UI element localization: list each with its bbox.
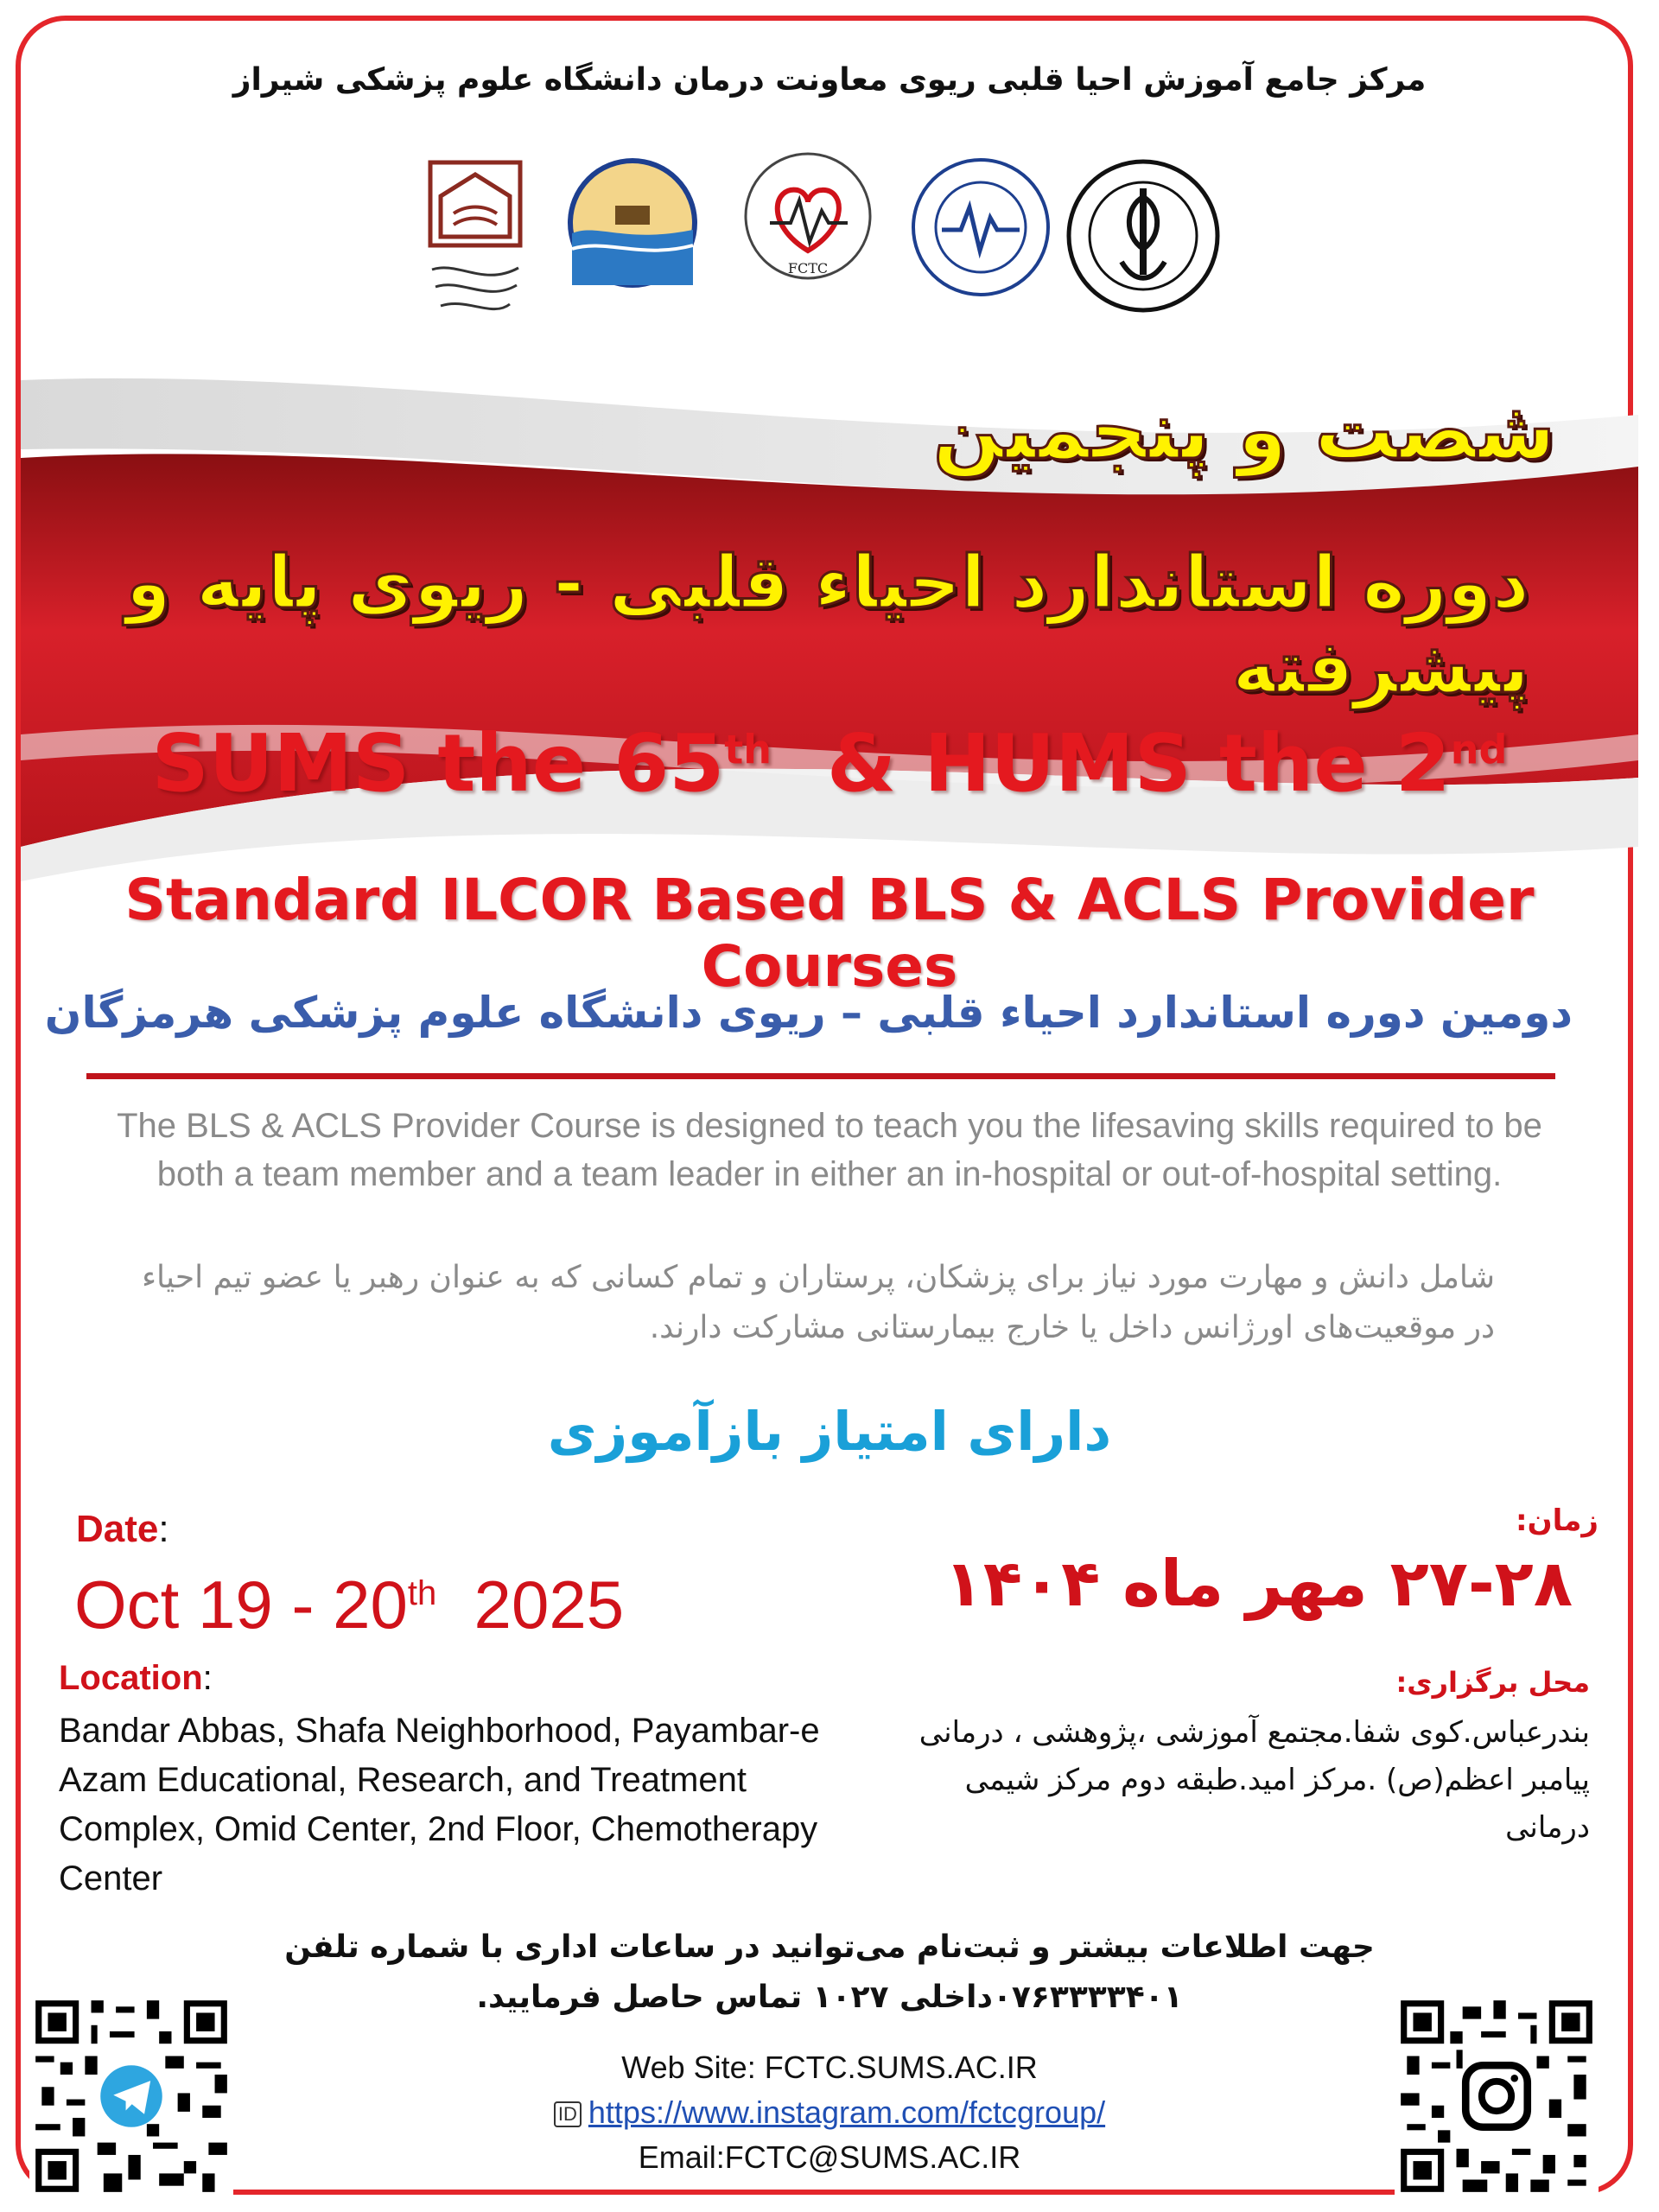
persian-subtitle: دومین دوره استاندارد احیاء قلبی – ریوی دانشگاه علوم پزشکی هرمزگان <box>44 988 1573 1038</box>
qr-code-telegram[interactable] <box>29 1994 233 2198</box>
location-label: Location: <box>59 1659 213 1697</box>
website-link[interactable]: Web Site: FCTC.SUMS.AC.IR <box>621 2050 1038 2085</box>
instagram-link[interactable]: ID https://www.instagram.com/fctcgroup/ <box>0 2094 1659 2131</box>
cme-note: دارای امتیاز بازآموزی <box>547 1400 1112 1463</box>
persian-title-ordinal: شصت و پنجمین <box>932 385 1555 477</box>
book-building-logo <box>423 157 527 330</box>
email-link[interactable]: Email:FCTC@SUMS.AC.IR <box>638 2139 1021 2175</box>
heart-ecg-icon <box>739 147 877 285</box>
id-icon: ID <box>554 2101 582 2127</box>
english-title-line2: Standard ILCOR Based BLS & ACLS Provider Courses <box>124 867 1535 1000</box>
ecg-lotus-icon <box>907 154 1054 301</box>
shiraz-university-emblem <box>1061 154 1225 318</box>
persian-location-label: محل برگزاری: <box>1395 1666 1590 1699</box>
qr-code-instagram[interactable] <box>1395 1994 1599 2198</box>
contact-persian: جهت اطلاعات بیشتر و ثبت‌نام می‌توانید در ساعات اداری با شماره تلفن ۰۷۶۳۳۳۳۴۰۱داخلی ۱۰۲۷ تماس حاصل فرمایید. <box>284 1929 1375 2015</box>
description-persian: شامل دانش و مهارت مورد نیاز برای پزشکان، پرستاران و تمام کسانی که به عنوان رهبر یا عضو تیم احیاء در موقعیت‌های اورژانس داخل یا خارج بیمارستانی مشارکت دارند. <box>142 1260 1495 1345</box>
fctc-caption: FCTC <box>787 260 829 276</box>
date-label: Date: <box>76 1508 169 1550</box>
description-english: The BLS & ACLS Provider Course is designed to teach you the lifesaving skills required to be both a team member and a team leader in either an in-hospital or out-of-hospital setting. <box>117 1107 1542 1193</box>
divider <box>86 1073 1555 1079</box>
persian-date-label: زمان: <box>1515 1503 1599 1538</box>
date-value: Oct 19 - 20th 2025 <box>74 1567 625 1643</box>
persian-title-course: دوره استاندارد احیاء قلبی - ریوی پایه و پیشرفته <box>125 540 1529 709</box>
english-title-line1: SUMS the 65th & HUMS the 2nd <box>151 717 1508 810</box>
institution-header: مرکز جامع آموزش احیا قلبی ریوی معاونت درمان دانشگاه علوم پزشکی شیراز <box>232 62 1427 98</box>
persian-location-value: بندرعباس.کوی شفا.مجتمع آموزشی ،پژوهشی ، درمانی پیامبر اعظم(ص) .مرکز امید.طبقه دوم مرکز شیمی درمانی <box>918 1715 1590 1845</box>
persian-date-value: ۲۷-۲۸ مهر ماه ۱۴۰۴ <box>944 1547 1573 1621</box>
location-value: Bandar Abbas, Shafa Neighborhood, Payambar-e Azam Educational, Research, and Treatment Complex, Omid Center, 2nd Floor, Chemotherapy Center <box>59 1712 820 1897</box>
seashore-logo <box>563 154 702 292</box>
